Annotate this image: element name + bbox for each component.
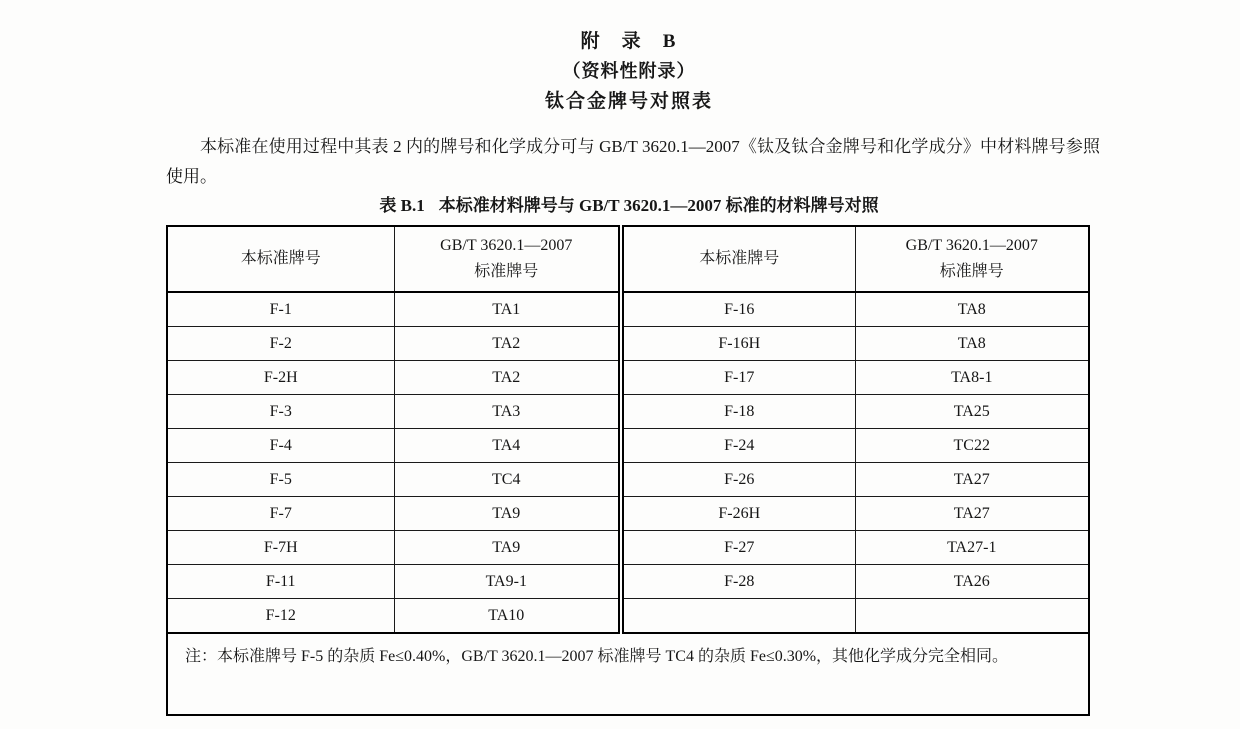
table-cell: TA25 xyxy=(855,395,1089,429)
table-cell xyxy=(621,599,855,634)
table-cell: TA27 xyxy=(855,463,1089,497)
table-cell: F-5 xyxy=(167,463,394,497)
table-row xyxy=(167,497,1089,531)
table-cell: TA9 xyxy=(394,497,621,531)
table-cell: F-3 xyxy=(167,395,394,429)
table-row xyxy=(167,429,1089,463)
table-cell: F-4 xyxy=(167,429,394,463)
header-gbt-standard-left xyxy=(394,226,621,292)
table-cell xyxy=(855,599,1089,634)
note-row xyxy=(167,633,1089,715)
header-gbt-right-line2: 标准牌号 xyxy=(939,263,1004,280)
header-gbt-left-line1: GB/T 3620.1—2007 xyxy=(440,237,573,254)
table-caption-label: 表 B.1 xyxy=(379,196,425,215)
table-row xyxy=(167,395,1089,429)
table-row xyxy=(167,531,1089,565)
table-cell: F-2H xyxy=(167,361,394,395)
table-note: 注：本标准牌号 F-5 的杂质 Fe≤0.40%，GB/T 3620.1—2007 标准牌号 TC4 的杂质 Fe≤0.30%，其他化学成分完全相同。 xyxy=(185,648,1009,665)
table-cell: TA1 xyxy=(394,292,621,327)
appendix-title-block xyxy=(166,0,1092,112)
table-cell: F-16H xyxy=(621,327,855,361)
table-cell: F-2 xyxy=(167,327,394,361)
table-cell: TA8-1 xyxy=(855,361,1089,395)
table-cell: TA27-1 xyxy=(855,531,1089,565)
table-row xyxy=(167,599,1089,634)
intro-paragraph: 本标准在使用过程中其表 2 内的牌号和化学成分可与 GB/T 3620.1—2007《钛及钛合金牌号和化学成分》中材料牌号参照使用。 xyxy=(166,137,1100,186)
header-gbt-standard-right xyxy=(855,226,1089,292)
table-body xyxy=(167,292,1089,633)
table-cell: F-24 xyxy=(621,429,855,463)
appendix-title: 附 录 B xyxy=(580,31,678,52)
table-cell: F-28 xyxy=(621,565,855,599)
grade-comparison-table xyxy=(166,225,1090,716)
table-cell: TC22 xyxy=(855,429,1089,463)
table-cell: TA4 xyxy=(394,429,621,463)
table-cell: TA10 xyxy=(394,599,621,634)
table-row xyxy=(167,292,1089,327)
table-caption xyxy=(166,195,1092,217)
table-cell: TA9-1 xyxy=(394,565,621,599)
table-cell: F-18 xyxy=(621,395,855,429)
table-row xyxy=(167,361,1089,395)
table-header xyxy=(167,226,1089,292)
header-gbt-right-line1: GB/T 3620.1—2007 xyxy=(905,237,1038,254)
table-cell: F-7 xyxy=(167,497,394,531)
table-cell: F-12 xyxy=(167,599,394,634)
table-cell: F-16 xyxy=(621,292,855,327)
table-cell: F-27 xyxy=(621,531,855,565)
table-caption-text: 本标准材料牌号与 GB/T 3620.1—2007 标准的材料牌号对照 xyxy=(438,196,879,215)
header-this-standard-left: 本标准牌号 xyxy=(167,226,394,292)
page-content xyxy=(166,0,1100,716)
table-cell: TC4 xyxy=(394,463,621,497)
table-cell: TA9 xyxy=(394,531,621,565)
appendix-subtitle: （资料性附录） xyxy=(562,61,696,81)
table-cell: F-7H xyxy=(167,531,394,565)
header-row xyxy=(167,226,1089,292)
header-this-standard-right: 本标准牌号 xyxy=(621,226,855,292)
appendix-heading: 钛合金牌号对照表 xyxy=(544,91,713,112)
table-cell: TA3 xyxy=(394,395,621,429)
table-cell: F-11 xyxy=(167,565,394,599)
table-cell: F-1 xyxy=(167,292,394,327)
table-cell: F-17 xyxy=(621,361,855,395)
table-row xyxy=(167,565,1089,599)
table-cell: TA26 xyxy=(855,565,1089,599)
note-cell xyxy=(167,633,1089,715)
table-cell: TA27 xyxy=(855,497,1089,531)
table-row xyxy=(167,327,1089,361)
table-cell: TA8 xyxy=(855,327,1089,361)
table-cell: F-26 xyxy=(621,463,855,497)
table-cell: TA2 xyxy=(394,361,621,395)
table-cell: TA2 xyxy=(394,327,621,361)
table-footer xyxy=(167,633,1089,715)
table-cell: TA8 xyxy=(855,292,1089,327)
table-cell: F-26H xyxy=(621,497,855,531)
table-row xyxy=(167,463,1089,497)
header-gbt-left-line2: 标准牌号 xyxy=(474,263,539,280)
